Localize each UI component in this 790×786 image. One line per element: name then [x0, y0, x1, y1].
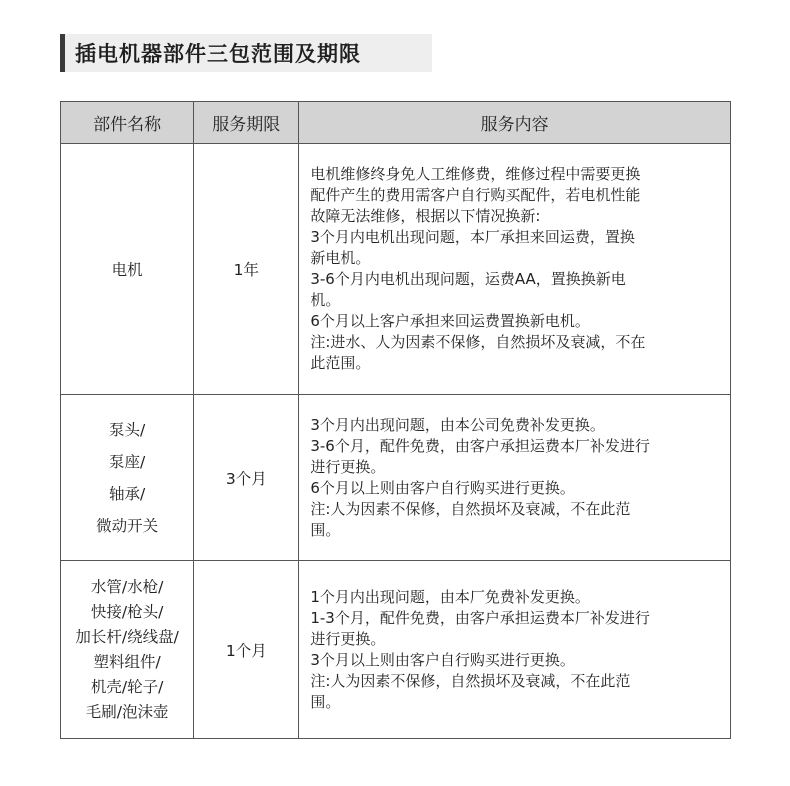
part-name: 微动开关 — [96, 516, 159, 535]
header-service-content: 服务内容 — [299, 102, 731, 144]
content-line: 此范围。 — [310, 354, 371, 372]
content-line: 注:人为因素不保修，自然损坏及衰减，不在此范 — [310, 671, 631, 690]
table-row — [61, 144, 731, 395]
part-name: 电机 — [111, 261, 143, 279]
table-row — [61, 395, 731, 561]
content-line: 电机维修终身免人工维修费，维修过程中需要更换 — [310, 165, 641, 183]
content-line: 1-3个月，配件免费，由客户承担运费本厂补发进行 — [310, 608, 650, 627]
service-content-cell — [299, 395, 731, 561]
content-line: 注:进水、人为因素不保修，自然损坏及衰减，不在 — [310, 333, 646, 351]
content-line: 配件产生的费用需客户自行购买配件，若电机性能 — [310, 186, 641, 204]
content-line: 围。 — [310, 692, 341, 711]
warranty-table — [60, 101, 731, 739]
page-title: 插电机器部件三包范围及期限 — [75, 42, 361, 66]
table-header-row — [61, 102, 731, 144]
part-name: 泵头/ — [108, 420, 146, 439]
part-name-cell — [61, 144, 194, 395]
part-name-cell — [61, 395, 194, 561]
part-name: 加长杆/绕线盘/ — [75, 627, 179, 646]
part-name: 水管/水枪/ — [90, 577, 164, 596]
content-line: 3-6个月，配件免费，由客户承担运费本厂补发进行 — [310, 436, 650, 455]
content-line: 3个月以上则由客户自行购买进行更换。 — [310, 650, 575, 669]
part-name: 快接/枪头/ — [90, 602, 164, 621]
content-line: 围。 — [310, 520, 341, 539]
service-period-cell: 1年 — [194, 144, 299, 395]
part-name-cell — [61, 561, 194, 739]
part-name: 轴承/ — [108, 484, 146, 503]
content-line: 进行更换。 — [310, 457, 386, 476]
table-row — [61, 561, 731, 739]
part-name: 塑料组件/ — [93, 652, 161, 671]
content-line: 3个月内电机出现问题，本厂承担来回运费，置换 — [310, 228, 635, 246]
content-line: 故障无法维修，根据以下情况换新: — [310, 207, 541, 225]
service-content-cell — [299, 144, 731, 395]
service-period-cell: 1个月 — [194, 561, 299, 739]
content-line: 新电机。 — [310, 249, 371, 267]
content-line: 进行更换。 — [310, 629, 386, 648]
content-line: 1个月内出现问题，由本厂免费补发更换。 — [310, 587, 590, 606]
content-line: 6个月以上客户承担来回运费置换新电机。 — [310, 312, 590, 330]
content-line: 3个月内出现问题，由本公司免费补发更换。 — [310, 415, 605, 434]
service-period-cell: 3个月 — [194, 395, 299, 561]
content-line: 注:人为因素不保修，自然损坏及衰减，不在此范 — [310, 499, 631, 518]
part-name: 泵座/ — [108, 452, 146, 471]
part-name: 机壳/轮子/ — [90, 677, 164, 696]
content-line: 6个月以上则由客户自行购买进行更换。 — [310, 478, 575, 497]
content-line: 机。 — [310, 291, 341, 309]
part-name: 毛刷/泡沫壶 — [85, 702, 169, 721]
header-part-name: 部件名称 — [61, 102, 194, 144]
section-title-bar — [60, 34, 432, 72]
service-content-cell — [299, 561, 731, 739]
content-line: 3-6个月内电机出现问题，运费AA，置换换新电 — [310, 270, 626, 288]
header-service-period: 服务期限 — [194, 102, 299, 144]
